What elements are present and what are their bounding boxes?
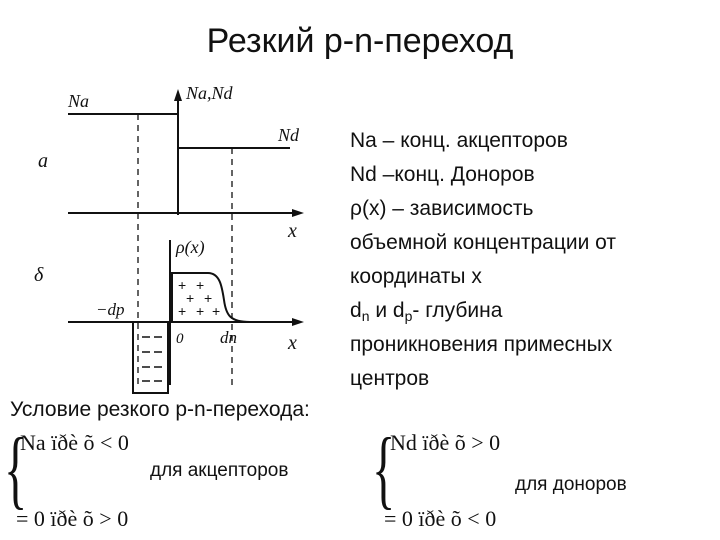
- svg-text:+: +: [196, 303, 205, 319]
- desc-line-5: координаты x: [350, 265, 482, 288]
- desc-line-7: проникновения примесных: [350, 333, 613, 356]
- label-x1: x: [288, 220, 297, 242]
- svg-text:+: +: [186, 290, 195, 306]
- top-axis-arrow: [174, 89, 182, 101]
- desc-line-2: Nd –конц. Доноров: [350, 163, 535, 186]
- left-brace: {: [4, 421, 28, 518]
- label-minus-dp: −dp: [96, 300, 125, 319]
- label-nd: Nd: [278, 125, 300, 145]
- label-b: δ: [34, 264, 44, 286]
- desc-line-6: $d_n$ и $d_p-$ глубина: [350, 299, 503, 324]
- svg-text:+: +: [212, 303, 221, 319]
- right-condition-label: для доноров: [515, 474, 627, 495]
- left-condition-label: для акцепторов: [150, 460, 289, 481]
- negative-charges: [142, 337, 162, 381]
- left-condition-top: Na ïðè õ < 0: [20, 430, 129, 455]
- svg-text:+: +: [196, 277, 205, 293]
- conditions-title: Условие резкого p-n-перехода:: [10, 398, 310, 421]
- x-axis-arrow-bottom: [292, 318, 304, 326]
- label-a: a: [38, 150, 48, 172]
- x-axis-arrow-top: [292, 209, 304, 217]
- svg-text:+: +: [178, 303, 187, 319]
- page-title: Резкий p-n-переход: [206, 22, 514, 60]
- label-zero: 0: [176, 331, 184, 347]
- desc-line-1: Na – конц. акцепторов: [350, 129, 568, 152]
- left-condition-bottom: = 0 ïðè õ > 0: [16, 506, 129, 531]
- pn-junction-diagram: [0, 75, 340, 395]
- desc-line-3: ρ(x) – зависимость: [350, 197, 534, 220]
- right-condition-bottom: = 0 ïðè õ < 0: [384, 506, 497, 531]
- label-dn: dn: [220, 328, 237, 347]
- label-rho: ρ(x): [176, 237, 205, 257]
- right-brace: {: [372, 421, 396, 518]
- axis-top-label: Na,Nd: [186, 83, 233, 103]
- label-x2: x: [288, 332, 297, 354]
- positive-charges: [178, 277, 220, 319]
- desc-line-8: центров: [350, 367, 430, 390]
- desc-line-4: объемной концентрации от: [350, 231, 616, 254]
- svg-text:+: +: [204, 290, 213, 306]
- svg-text:+: +: [178, 277, 187, 293]
- right-condition-top: Nd ïðè õ > 0: [390, 430, 501, 455]
- label-na: Na: [68, 91, 90, 111]
